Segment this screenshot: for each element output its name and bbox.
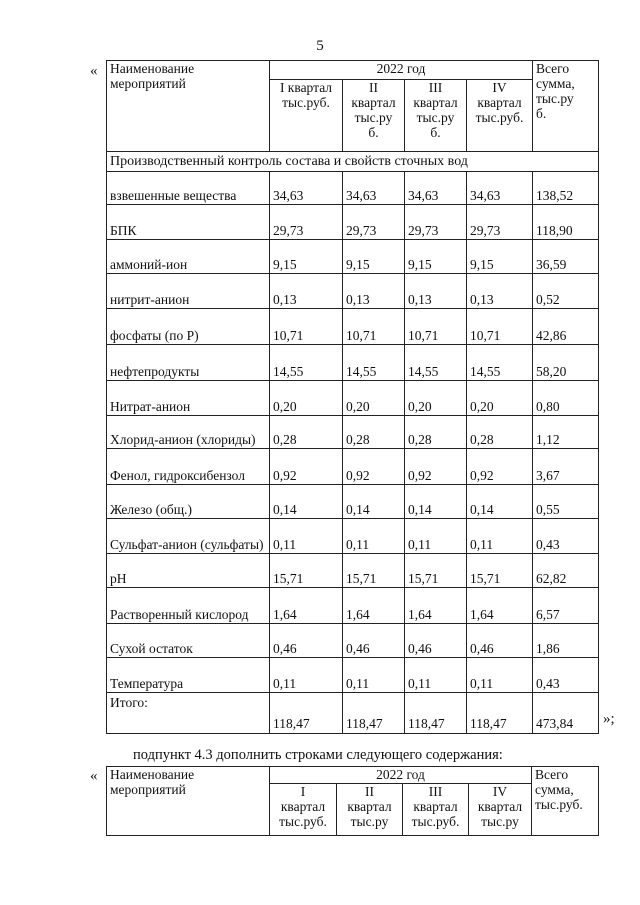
row-total: 0,43 (533, 519, 599, 554)
row-q3: 34,63 (405, 172, 467, 205)
row-name: нитрит-анион (107, 274, 270, 309)
row-q4: 15,71 (467, 554, 533, 588)
row-name: Температура (107, 658, 270, 693)
row-name: Нитрат-анион (107, 381, 270, 416)
header-total-col: Всего сумма, тыс.ру б. (533, 61, 599, 152)
open-quote-2: « (90, 768, 98, 784)
row-q3: 15,71 (405, 554, 467, 588)
row-q3: 0,92 (405, 449, 467, 485)
row-q2: 0,92 (343, 449, 405, 485)
row-q2: 0,28 (343, 416, 405, 449)
section-title: Производственный контроль состава и свойств сточных вод (107, 152, 599, 172)
row-q2: 15,71 (343, 554, 405, 588)
row-q3: 0,28 (405, 416, 467, 449)
row-q4: 0,14 (467, 485, 533, 519)
row-q4: 0,28 (467, 416, 533, 449)
row-name: Фенол, гидроксибензол (107, 449, 270, 485)
t2-header-q3: III квартал тыс.руб. (403, 784, 469, 836)
row-q3: 14,55 (405, 345, 467, 381)
total-q2: 118,47 (343, 693, 405, 734)
row-q3: 10,71 (405, 309, 467, 345)
row-name: Сульфат-анион (сульфаты) (107, 519, 270, 554)
row-q1: 0,92 (270, 449, 343, 485)
row-q1: 15,71 (270, 554, 343, 588)
header-name-col: Наименование мероприятий (107, 61, 270, 152)
t2-header-q2: II квартал тыс.ру (337, 784, 403, 836)
total-q3: 118,47 (405, 693, 467, 734)
row-q2: 0,46 (343, 624, 405, 658)
t2-header-q4: IV квартал тыс.ру (469, 784, 532, 836)
row-total: 138,52 (533, 172, 599, 205)
row-total: 3,67 (533, 449, 599, 485)
table-row (107, 416, 599, 449)
row-q3: 1,64 (405, 588, 467, 624)
table-row (107, 485, 599, 519)
row-q2: 0,13 (343, 274, 405, 309)
row-q4: 0,11 (467, 519, 533, 554)
row-q2: 0,20 (343, 381, 405, 416)
row-q3: 9,15 (405, 240, 467, 274)
row-total: 42,86 (533, 309, 599, 345)
t2-header-q1: I квартал тыс.руб. (270, 784, 337, 836)
row-q1: 0,14 (270, 485, 343, 519)
row-name: фосфаты (по Р) (107, 309, 270, 345)
table-row (107, 309, 599, 345)
row-q4: 0,13 (467, 274, 533, 309)
page-number: 5 (316, 38, 324, 54)
table-row (107, 658, 599, 693)
row-q2: 29,73 (343, 205, 405, 240)
row-q1: 34,63 (270, 172, 343, 205)
row-q2: 10,71 (343, 309, 405, 345)
row-q2: 9,15 (343, 240, 405, 274)
cost-table (106, 60, 599, 734)
row-q4: 14,55 (467, 345, 533, 381)
row-q1: 10,71 (270, 309, 343, 345)
row-total: 6,57 (533, 588, 599, 624)
table-row (107, 624, 599, 658)
row-q2: 1,64 (343, 588, 405, 624)
data-rows (107, 172, 599, 693)
header-q2: II квартал тыс.ру б. (343, 80, 405, 152)
header-year: 2022 год (270, 61, 533, 80)
t2-header-name-col: Наименование мероприятий (107, 767, 270, 836)
row-q3: 29,73 (405, 205, 467, 240)
row-total: 0,43 (533, 658, 599, 693)
row-total: 1,86 (533, 624, 599, 658)
t2-header-year: 2022 год (270, 767, 532, 784)
header-q3: III квартал тыс.ру б. (405, 80, 467, 152)
row-q4: 34,63 (467, 172, 533, 205)
table-row (107, 345, 599, 381)
table-row (107, 381, 599, 416)
table-row (107, 554, 599, 588)
open-quote-1: « (90, 63, 98, 79)
row-q4: 10,71 (467, 309, 533, 345)
table-row (107, 172, 599, 205)
row-q1: 1,64 (270, 588, 343, 624)
row-q3: 0,46 (405, 624, 467, 658)
close-quote: »; (603, 711, 615, 727)
row-q1: 29,73 (270, 205, 343, 240)
row-q1: 14,55 (270, 345, 343, 381)
row-q2: 34,63 (343, 172, 405, 205)
total-label: Итого: (107, 693, 270, 734)
row-q4: 29,73 (467, 205, 533, 240)
total-q1: 118,47 (270, 693, 343, 734)
row-q4: 1,64 (467, 588, 533, 624)
row-total: 36,59 (533, 240, 599, 274)
row-name: аммоний-ион (107, 240, 270, 274)
row-total: 0,80 (533, 381, 599, 416)
table-row (107, 205, 599, 240)
row-total: 1,12 (533, 416, 599, 449)
row-q2: 0,11 (343, 658, 405, 693)
row-q1: 0,20 (270, 381, 343, 416)
row-name: БПК (107, 205, 270, 240)
table-row (107, 588, 599, 624)
table-row (107, 519, 599, 554)
table-row (107, 240, 599, 274)
table-row (107, 274, 599, 309)
row-q1: 0,11 (270, 658, 343, 693)
row-q3: 0,13 (405, 274, 467, 309)
row-name: взвешенные вещества (107, 172, 270, 205)
row-q1: 0,46 (270, 624, 343, 658)
row-q4: 0,46 (467, 624, 533, 658)
total-sum: 473,84 (533, 693, 599, 734)
header-q1: I квартал тыс.руб. (270, 80, 343, 152)
row-name: Хлорид-анион (хлориды) (107, 416, 270, 449)
row-name: нефтепродукты (107, 345, 270, 381)
table-row (107, 449, 599, 485)
row-total: 58,20 (533, 345, 599, 381)
row-name: Железо (общ.) (107, 485, 270, 519)
header-q4: IV квартал тыс.руб. (467, 80, 533, 152)
row-name: Растворенный кислород (107, 588, 270, 624)
row-q3: 0,14 (405, 485, 467, 519)
row-total: 118,90 (533, 205, 599, 240)
row-q4: 0,20 (467, 381, 533, 416)
row-q4: 0,92 (467, 449, 533, 485)
intro-text: подпункт 4.3 дополнить строками следующего содержания: (133, 747, 503, 763)
cost-table-2 (106, 766, 599, 836)
row-q2: 0,14 (343, 485, 405, 519)
row-q4: 9,15 (467, 240, 533, 274)
row-total: 62,82 (533, 554, 599, 588)
row-q1: 0,28 (270, 416, 343, 449)
row-name: Сухой остаток (107, 624, 270, 658)
row-q2: 0,11 (343, 519, 405, 554)
row-q3: 0,20 (405, 381, 467, 416)
row-name: pH (107, 554, 270, 588)
row-q3: 0,11 (405, 658, 467, 693)
row-q4: 0,11 (467, 658, 533, 693)
row-total: 0,55 (533, 485, 599, 519)
row-q3: 0,11 (405, 519, 467, 554)
row-q1: 9,15 (270, 240, 343, 274)
row-q2: 14,55 (343, 345, 405, 381)
row-total: 0,52 (533, 274, 599, 309)
row-q1: 0,11 (270, 519, 343, 554)
t2-header-total-col: Всего сумма, тыс.руб. (532, 767, 599, 836)
row-q1: 0,13 (270, 274, 343, 309)
total-q4: 118,47 (467, 693, 533, 734)
